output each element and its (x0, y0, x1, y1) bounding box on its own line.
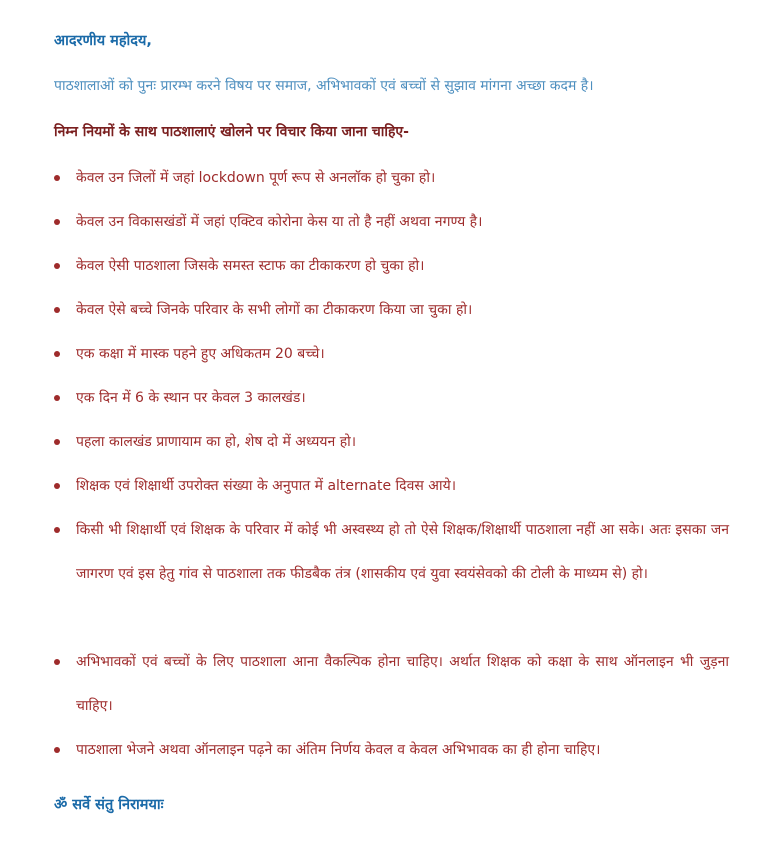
rule-item (54, 728, 729, 772)
intro-paragraph: पाठशालाओं को पुनः प्रारम्भ करने विषय पर समाज, अभिभावकों एवं बच्चों से सुझाव मांगना अच्छा कदम है। (54, 78, 594, 94)
bullet-icon (54, 527, 60, 533)
rule-item (54, 640, 729, 728)
bullet-icon (54, 483, 60, 489)
rule-item (54, 332, 729, 376)
rule-item (54, 156, 729, 200)
rule-item (54, 200, 729, 244)
rule-text: केवल ऐसे बच्चे जिनके परिवार के सभी लोगों का टीकाकरण किया जा चुका हो। (76, 302, 473, 318)
bullet-icon (54, 747, 60, 753)
rule-item (54, 420, 729, 464)
rule-item (54, 376, 729, 420)
bullet-icon (54, 439, 60, 445)
rule-text: पहला कालखंड प्राणायाम का हो, शेष दो में अध्ययन हो। (76, 434, 357, 450)
rule-text: अभिभावकों एवं बच्चों के लिए पाठशाला आना वैकल्पिक होना चाहिए। अर्थात शिक्षक को कक्षा के साथ ऑनलाइन भी जुड़ना चाहिए। (76, 654, 729, 714)
closing-line: ॐ सर्वे संतु निरामयाः (54, 797, 164, 813)
bullet-icon (54, 659, 60, 665)
rule-text: एक दिन में 6 के स्थान पर केवल 3 कालखंड। (76, 390, 306, 406)
rule-text: किसी भी शिक्षार्थी एवं शिक्षक के परिवार में कोई भी अस्वस्थ्य हो तो ऐसे शिक्षक/शिक्षार्थी पाठशाला नहीं आ सके। अतः इसका जन जागरण एवं इस हेतु गांव से पाठशाला तक फीडबैक तंत्र (शासकीय एवं युवा स्वयंसेवको की टोली के माध्यम से) हो। (76, 522, 729, 582)
rule-text: एक कक्षा में मास्क पहने हुए अधिकतम 20 बच्चे। (76, 346, 325, 362)
bullet-icon (54, 307, 60, 313)
rule-item (54, 288, 729, 332)
bullet-icon (54, 351, 60, 357)
rules-heading: निम्न नियमों के साथ पाठशालाएं खोलने पर विचार किया जाना चाहिए- (54, 124, 409, 140)
salutation: आदरणीय महोदय, (54, 33, 152, 49)
rule-text: केवल उन जिलों में जहां lockdown पूर्ण रूप से अनलॉक हो चुका हो। (76, 170, 436, 186)
bullet-icon (54, 395, 60, 401)
rule-item (54, 244, 729, 288)
bullet-icon (54, 219, 60, 225)
rule-text: केवल ऐसी पाठशाला जिसके समस्त स्टाफ का टीकाकरण हो चुका हो। (76, 258, 425, 274)
rule-item (54, 508, 729, 596)
bullet-icon (54, 175, 60, 181)
rule-text: पाठशाला भेजने अथवा ऑनलाइन पढ़ने का अंतिम निर्णय केवल व केवल अभिभावक का ही होना चाहिए। (76, 742, 601, 758)
rule-text: शिक्षक एवं शिक्षार्थी उपरोक्त संख्या के अनुपात में alternate दिवस आये। (76, 478, 457, 494)
bullet-icon (54, 263, 60, 269)
rule-text: केवल उन विकासखंडों में जहां एक्टिव कोरोना केस या तो है नहीं अथवा नगण्य है। (76, 214, 483, 230)
rule-item (54, 464, 729, 508)
